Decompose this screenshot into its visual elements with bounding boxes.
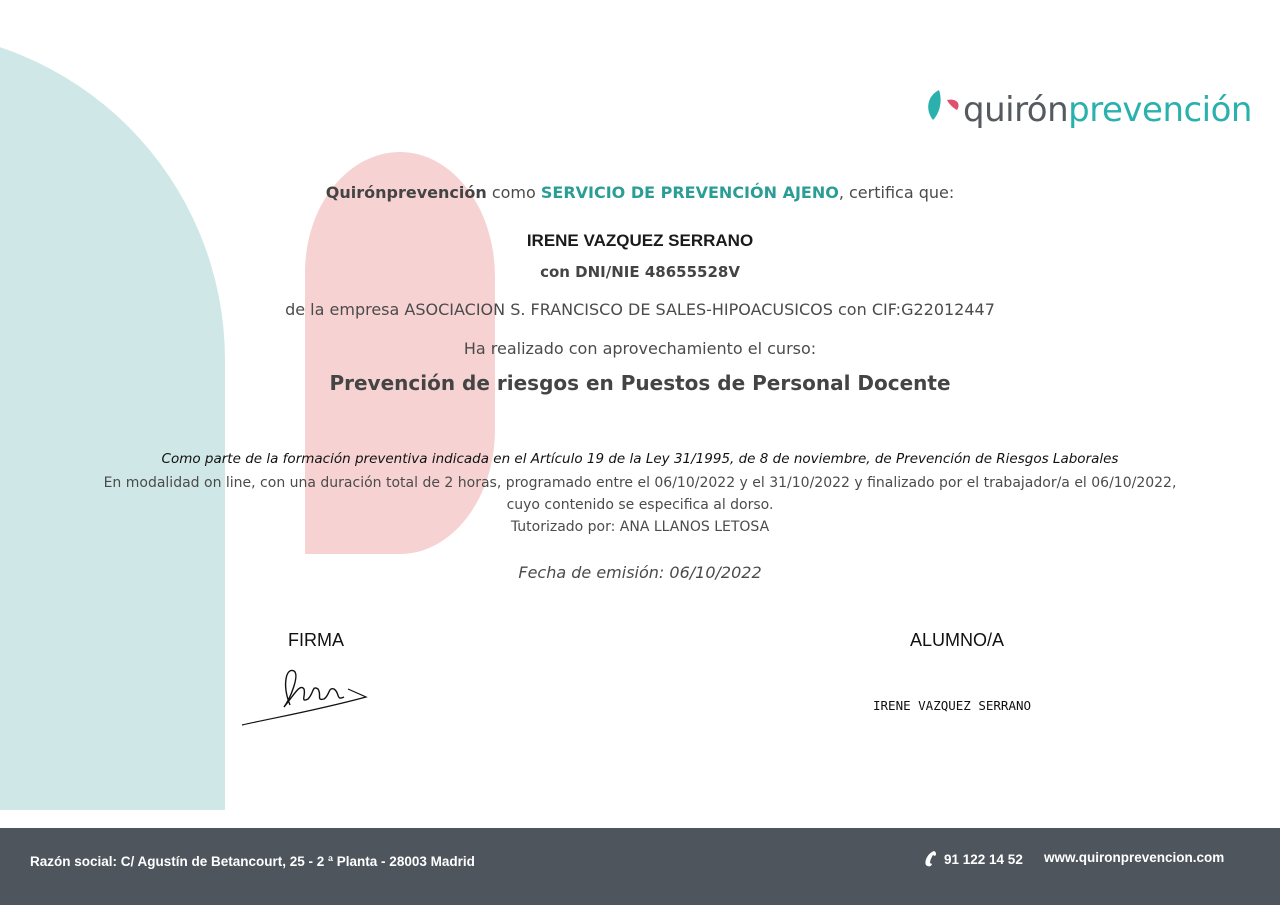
issuer-name: Quirónprevención xyxy=(325,183,487,202)
footer-bar xyxy=(0,828,1280,905)
company-line: de la empresa ASOCIACION S. FRANCISCO DE SALES-HIPOACUSICOS con CIF:G22012447 xyxy=(285,300,995,319)
logo-text-quiron: quirón xyxy=(963,90,1069,130)
logo-text-prevencion: prevención xyxy=(1068,90,1252,130)
phone-icon xyxy=(922,850,938,868)
course-modality: En modalidad on line, con una duración total de 2 horas, programado entre el 06/10/2022 y el 31/10/2022 y finalizado por el trabajador/a el 06/10/2022, xyxy=(103,475,1177,491)
student-signature-name: IRENE VAZQUEZ SERRANO xyxy=(873,698,1032,713)
certification-intro xyxy=(0,183,1280,202)
website-link[interactable]: www.quironprevencion.com xyxy=(1044,850,1225,865)
recipient-dni: con DNI/NIE 48655528V xyxy=(540,263,740,281)
alumno-label: ALUMNO/A xyxy=(910,630,1005,650)
tutor-line: Tutorizado por: ANA LLANOS LETOSA xyxy=(510,519,770,535)
service-type: SERVICIO DE PREVENCIÓN AJENO xyxy=(540,183,839,202)
firma-label: FIRMA xyxy=(288,630,344,650)
content-note: cuyo contenido se especifica al dorso. xyxy=(506,497,774,513)
handwritten-signature xyxy=(238,655,403,735)
quironprevencion-logo xyxy=(925,80,1252,130)
phone-number: 91 122 14 52 xyxy=(944,851,1023,867)
como-text: como xyxy=(491,183,536,202)
footer-phone xyxy=(922,850,1023,868)
course-title: Prevención de riesgos en Puestos de Personal Docente xyxy=(329,371,951,395)
issue-date: Fecha de emisión: 06/10/2022 xyxy=(518,563,762,582)
recipient-name: IRENE VAZQUEZ SERRANO xyxy=(526,231,754,250)
background-teal-shape xyxy=(0,30,225,810)
certifica-text: , certifica que: xyxy=(838,183,955,202)
legal-reference: Como parte de la formación preventiva indicada en el Artículo 19 de la Ley 31/1995, de 8 de noviembre, de Prevención de Riesgos Laborales xyxy=(161,451,1119,467)
completed-course-text: Ha realizado con aprovechamiento el curso: xyxy=(463,339,817,358)
logo-leaf-icon xyxy=(925,88,961,130)
company-address: Razón social: C/ Agustín de Betancourt, 25 - 2 ª Planta - 28003 Madrid xyxy=(30,854,475,869)
